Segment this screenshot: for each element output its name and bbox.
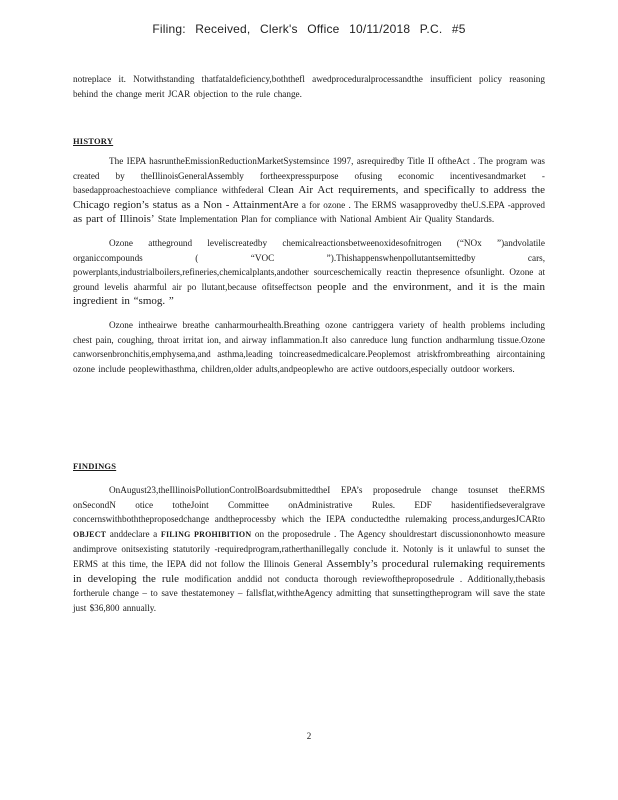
- intro-section: [73, 72, 545, 101]
- page-number: 2: [306, 731, 312, 741]
- findings-heading: FINDINGS: [73, 461, 117, 471]
- history-heading: HISTORY: [73, 136, 114, 146]
- history-paragraph-3: Ozone intheairwe breathe canharmourhealth.Breathing ozone cantriggera variety of health problems including chest pain, coughing, throat irritat ion, and airway inflammation.It also canreduce lung function andharmlung tissue.Ozone canworsenbronchitis,emphysema,and asthma,leading toincreasedmedicalcare.Peoplemost atriskfrombreathing aircontaining ozone include peoplewithasthma, children,older adults,andpeoplewho are active outdoors,especially outdoor workers.: [73, 319, 545, 374]
- filing-stamp: Filing: Received, Clerk's Office 10/11/2018 P.C. #5: [152, 22, 466, 36]
- history-paragraph-1: The IEPA hasruntheEmissionReductionMarketSystemsince 1997, asrequiredby Title II oftheAct . The program was created by theIllinoisGeneralAssembly fortheexpresspurpose ofusing economic incentivesandmarket -basedapproachestoachieve compliance withfederal Clean Air Act requirements, and specifically to address the Chicago region’s status as a Non - AttainmentAre a for ozone . The ERMS wasapprovedby theU.S.EPA -approved as part of Illinois’ State Implementation Plan for compliance with National Ambient Air Quality Standards.: [73, 156, 545, 226]
- findings-section: [73, 461, 545, 615]
- object-term: OBJECT: [73, 529, 107, 539]
- history-section: [73, 136, 545, 376]
- history-paragraph-2: Ozone attheground leveliscreatedby chemicalreactionsbetweenoxidesofnitrogen (“NOx ”)andvolatile organiccompounds ( “VOC ”).Thishappenswhenpollutantsemittedby cars, powerplants,industrialboilers,refineries,chemicalplants,andother sourceschemically reactin thepresence ofsunlight. Ozone at ground levelis aharmful air po llutant,because ofitseffectson people and the environment, and it is the main ingredient in “smog. ”: [73, 237, 545, 308]
- intro-paragraph: notreplace it. Notwithstanding thatfataldeficiency,boththefl awedproceduralprocessandthe insufficient policy reasoning behind the change merit JCAR objection to the rule change.: [73, 74, 545, 99]
- filing-prohibition-term: FILING PROHIBITION: [160, 529, 252, 539]
- findings-paragraph: OnAugust23,theIllinoisPollutionControlBoardsubmittedtheI EPA’s proposedrule change tosunset theERMS onSecondN otice totheJoint Committee onAdministrative Rules. EDF hasidentifiedseveralgrave concernswithboththeproposedchange andtheprocessby which the IEPA conductedthe rulemaking process,andurgesJCARto OBJECT anddeclare a FILING PROHIBITION on the proposedrule . The Agency shouldrestart discussiononhowto measure andimprove onitsexisting statutorily -requiredprogram,ratherthanillegally conclude it. Notonly is it unlawful to sunset the ERMS at this time, the IEPA did not follow the Illinois General Assembly’s procedural rulemaking requirements in developing the rule modification anddid not conducta thorough reviewoftheproposedrule . Additionally,thebasis fortherule change – to save thestatemoney – fallsflat,withtheAgency admitting that sunsettingtheprogram will save the state just $36,800 annually.: [73, 485, 545, 613]
